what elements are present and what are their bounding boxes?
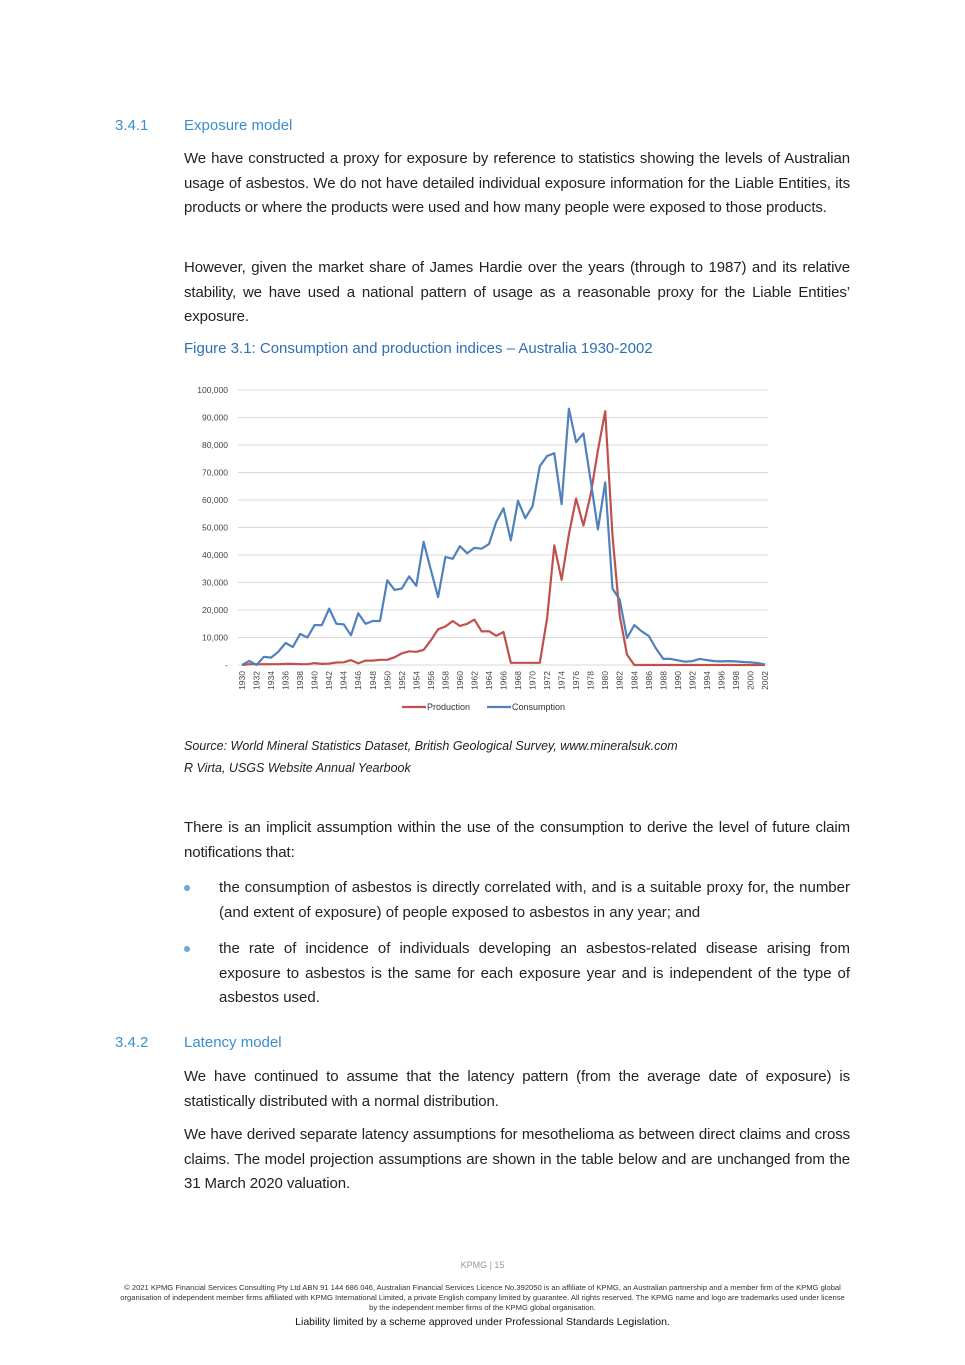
x-tick-label: 2000: [745, 671, 756, 690]
x-tick-label: 1968: [513, 671, 524, 690]
bullet-item: the rate of incidence of individuals developing an asbestos-related disease arising from exposure to asbestos is the same for each exposure year and is independent of the type of asbestos used.: [184, 937, 850, 1011]
paragraph: We have continued to assume that the latency pattern (from the average date of exposure) is statistically distributed with a normal distribution.: [184, 1068, 850, 1110]
x-tick-label: 1974: [556, 671, 567, 690]
series-line-production: [242, 411, 765, 665]
x-tick-label: 2002: [760, 671, 770, 690]
y-tick-label: 60,000: [202, 495, 228, 505]
x-tick-label: 1950: [382, 671, 393, 690]
page-number: KPMG | 15: [460, 1260, 505, 1270]
y-tick-label: 40,000: [202, 550, 228, 560]
x-tick-label: 1936: [280, 671, 291, 690]
x-tick-label: 1962: [469, 671, 480, 690]
figure-title: Figure 3.1: Consumption and production indices – Australia 1930-2002: [184, 340, 653, 357]
x-tick-label: 1942: [324, 671, 335, 690]
paragraph: We have constructed a proxy for exposure by reference to statistics showing the levels of Australian usage of asbestos. We do not have detailed individual exposure information for the Liable Entities, its products or where the products were used and how many people were exposed to those products.: [184, 150, 850, 216]
x-tick-label: 1986: [643, 671, 654, 690]
x-tick-label: 1990: [672, 671, 683, 690]
bullet-item: the consumption of asbestos is directly correlated with, and is a suitable proxy for, the number (and extent of exposure) of people exposed to asbestos in any year; and: [184, 876, 850, 925]
y-tick-label: -: [225, 660, 228, 670]
section-title: Latency model: [184, 1034, 282, 1051]
x-tick-label: 1934: [266, 671, 277, 690]
x-tick-label: 1938: [295, 671, 306, 690]
line-chart: [180, 380, 780, 720]
x-tick-label: 1996: [716, 671, 727, 690]
x-tick-label: 1976: [571, 671, 582, 690]
x-tick-label: 1958: [440, 671, 451, 690]
section-title: Exposure model: [184, 117, 293, 134]
x-tick-label: 1972: [542, 671, 553, 690]
x-tick-label: 1960: [454, 671, 465, 690]
y-tick-label: 90,000: [202, 412, 228, 423]
liability-notice: Liability limited by a scheme approved under Professional Standards Legislation.: [295, 1316, 670, 1328]
x-tick-label: 1984: [629, 671, 640, 690]
x-tick-label: 1946: [353, 671, 364, 690]
section-number: 3.4.1: [115, 117, 149, 134]
bullet-icon: [184, 946, 190, 952]
paragraph: We have derived separate latency assumptions for mesothelioma as between direct claims and cross claims. The model projection assumptions are shown in the table below and are unchanged from the 31 March 2020 valuation.: [184, 1126, 850, 1192]
y-tick-label: 100,000: [197, 385, 228, 395]
y-tick-label: 20,000: [202, 605, 228, 615]
y-tick-label: 30,000: [202, 577, 228, 588]
x-tick-label: 1964: [483, 671, 494, 690]
series-line-consumption: [242, 409, 765, 665]
x-tick-label: 1932: [251, 671, 262, 690]
y-tick-label: 70,000: [202, 467, 228, 478]
x-tick-label: 1998: [730, 671, 741, 690]
bullet-icon: [184, 885, 190, 891]
y-tick-label: 10,000: [202, 632, 228, 643]
section-number: 3.4.2: [115, 1034, 149, 1051]
paragraph: However, given the market share of James Hardie over the years (through to 1987) and its relative stability, we have used a national pattern of usage as a reasonable proxy for the Liable Entities’ exposure.: [184, 259, 850, 325]
x-tick-label: 1994: [701, 671, 712, 690]
x-tick-label: 1992: [687, 671, 698, 690]
x-tick-label: 1956: [425, 671, 436, 690]
x-tick-label: 1982: [614, 671, 625, 690]
legend-label: Production: [427, 702, 471, 712]
source-line: R Virta, USGS Website Annual Yearbook: [184, 761, 411, 775]
copyright-notice: © 2021 KPMG Financial Services Consulting Pty Ltd ABN 91 144 686 046, Australian Financial Services Licence No.392050 is an affiliate of KPMG, an Australian partnership and a member firm of the KPMG global organisation of independent member firms affiliated with KPMG International Limited, a private English company limited by guarantee. All rights reserved. The KPMG name and logo are trademarks used under license by the independent member firms of the KPMG global organisation.: [120, 1283, 845, 1312]
section-heading-3-4-2: [115, 1034, 282, 1051]
legend-label: Consumption: [512, 702, 566, 712]
x-tick-label: 1930: [237, 671, 247, 690]
y-tick-label: 80,000: [202, 440, 228, 450]
x-tick-label: 1978: [585, 671, 596, 690]
section-heading-3-4-1: [115, 117, 292, 134]
x-tick-label: 1952: [396, 671, 407, 690]
x-tick-label: 1954: [411, 671, 422, 690]
x-tick-label: 1970: [527, 671, 538, 690]
x-tick-label: 1988: [658, 671, 669, 690]
chart-canvas: [180, 380, 780, 720]
x-tick-label: 1980: [600, 671, 611, 690]
source-line: Source: World Mineral Statistics Dataset, British Geological Survey, www.mineralsuk.com: [184, 739, 678, 753]
paragraph: There is an implicit assumption within the use of the consumption to derive the level of future claim notifications that:: [184, 819, 850, 861]
y-tick-label: 50,000: [202, 522, 228, 533]
x-tick-label: 1966: [498, 671, 509, 690]
x-tick-label: 1940: [309, 671, 320, 690]
x-tick-label: 1944: [338, 671, 349, 690]
x-tick-label: 1948: [367, 671, 378, 690]
